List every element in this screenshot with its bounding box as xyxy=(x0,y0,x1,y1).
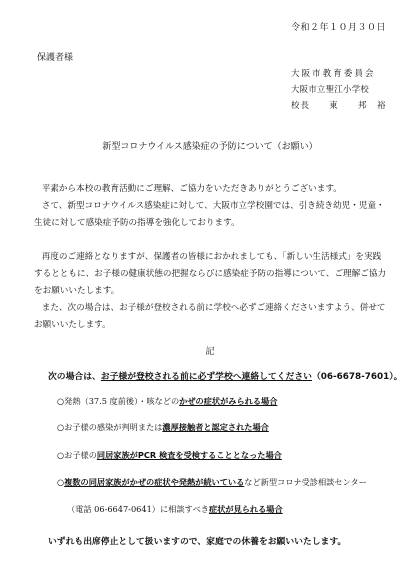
case-item-consultation-center xyxy=(67,504,283,515)
sender-principal: 校長 東 邦 裕 xyxy=(291,100,387,110)
paragraph-request: 再度のご連絡となりますが、保護者の皆様におかれましても、「新しい生活様式」を実践するとともに、お子様の健康状態の把握ならびに感染症予防の指導について、ご理解ご協力をお願いいたします。 xyxy=(34,252,387,296)
case-item-prefix: （電話 06-6647-0641）に相談すべき xyxy=(67,504,209,514)
case-item-prefix: ○お子様の xyxy=(57,450,97,460)
addressee: 保護者様 xyxy=(37,53,74,63)
contact-instruction-prefix: 次の場合は、 xyxy=(48,372,101,382)
closing-note: いずれも出席停止として扱いますので、家庭での休養をお願いいたします。 xyxy=(48,537,347,547)
case-item-underlined: 複数の同居家族がかぜの症状や発熱が続いている xyxy=(64,477,245,487)
case-item-underlined: 症状が見られる場合 xyxy=(208,504,283,514)
paragraph-guidance: さて、新型コロナウイルス感染症に対して、大阪市立学校園では、引き続き幼児・児童・生徒に対して感染症予防の指導を強化しております。 xyxy=(34,201,385,228)
case-item-underlined: 濃厚接触者と認定された場合 xyxy=(162,422,269,432)
case-item-prefix: ○発熱（37.5 度前後）・咳などの xyxy=(57,396,180,406)
contact-instruction-underlined: お子様が登校される前に必ず学校へ連絡してください xyxy=(100,372,312,382)
case-item-cold-symptoms xyxy=(57,396,277,407)
case-item-family-pcr xyxy=(57,450,282,461)
case-item-prefix: ○ xyxy=(57,477,65,487)
document-date: 令和２年１０月３０日 xyxy=(290,23,386,33)
paragraph-greeting: 平素から本校の教育活動にご理解、ご協力をいただきありがとうございます。 xyxy=(41,184,342,194)
case-item-underlined: かぜの症状がみられる場合 xyxy=(179,396,278,406)
sender-school: 大阪市立聖江小学校 xyxy=(291,84,370,94)
case-item-close-contact xyxy=(57,422,269,433)
contact-instruction xyxy=(48,369,402,382)
document-title: 新型コロナウイルス感染症の予防について（お願い） xyxy=(102,142,318,152)
case-item-underlined: 同居家族がPCR 検査を受検することとなった場合 xyxy=(96,450,282,460)
sender-board: 大阪市教育委員会 xyxy=(291,68,376,78)
paragraph-contact: また、次の場合は、お子様が登校される前に学校へ必ずご連絡くださいますよう、併せてお願いいたします。 xyxy=(34,303,386,330)
ki-heading: 記 xyxy=(205,347,215,357)
school-phone: （06-6678-7601）。 xyxy=(311,372,403,382)
case-item-prefix: ○お子様の感染が判明または xyxy=(57,422,163,432)
case-item-family-symptoms xyxy=(57,477,367,488)
case-item-suffix: など新型コロナ受診相談センター xyxy=(244,477,367,487)
